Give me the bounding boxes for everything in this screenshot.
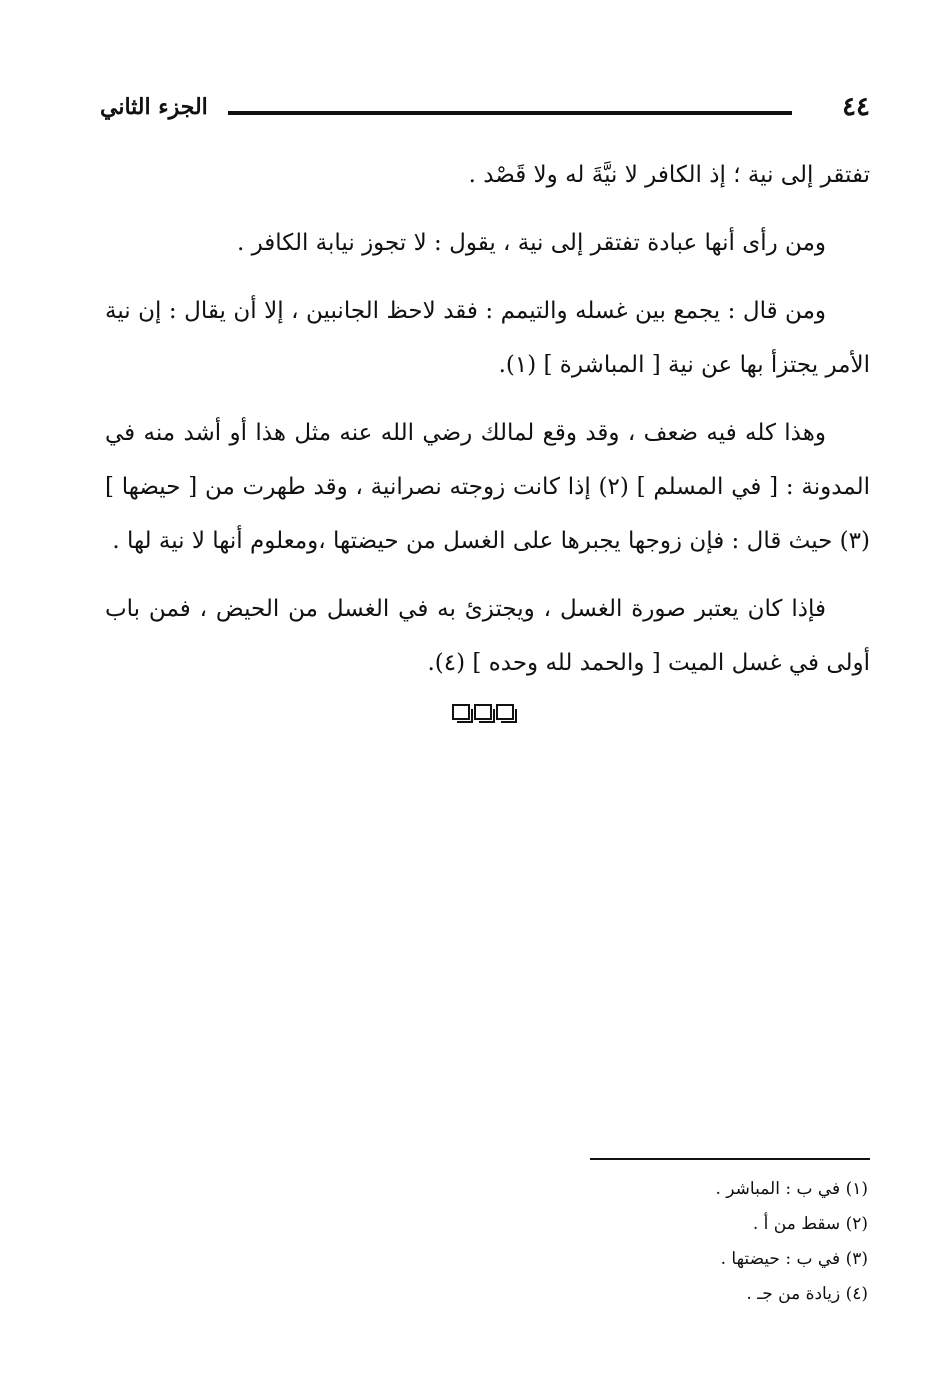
footnote: (٣) في ب : حيضتها .	[720, 1249, 868, 1269]
section-end-ornament	[452, 704, 514, 720]
paragraph: وهذا كله فيه ضعف ، وقد وقع لمالك رضي الله عنه مثل هذا أو أشد منه في المدونة : [ في المسلم ] (٢) إذا كانت زوجته نصرانية ، وقد طهرت من [ حيضها ] (٣) حيث قال : فإن زوجها يجبرها على الغسل من حيضتها ،ومعلوم أنها لا نية لها .	[105, 420, 870, 554]
body-text	[105, 148, 870, 704]
ornament-square-icon	[496, 704, 514, 720]
page-number: ٤٤	[842, 92, 870, 122]
footnote: (١) في ب : المباشر .	[715, 1179, 868, 1199]
running-title: الجزء الثاني	[100, 94, 208, 120]
paragraph: ومن رأى أنها عبادة تفتقر إلى نية ، يقول : لا تجوز نيابة الكافر .	[236, 230, 826, 256]
footnote-separator	[590, 1158, 870, 1160]
paragraph: ومن قال : يجمع بين غسله والتيمم : فقد لاحظ الجانبين ، إلا أن يقال : إن نية الأمر يجتزأ بها عن نية [ المباشرة ] (١).	[105, 298, 870, 378]
ornament-square-icon	[452, 704, 470, 720]
paragraph: فإذا كان يعتبر صورة الغسل ، ويجتزئ به في الغسل من الحيض ، فمن باب أولى في غسل الميت [ والحمد لله وحده ] (٤).	[105, 596, 870, 676]
ornament-square-icon	[474, 704, 492, 720]
footnotes	[468, 1172, 868, 1312]
header-rule	[228, 111, 792, 115]
page-header	[100, 92, 870, 132]
footnote: (٢) سقط من أ .	[752, 1214, 868, 1234]
footnote: (٤) زيادة من جـ .	[746, 1284, 868, 1304]
paragraph: تفتقر إلى نية ؛ إذ الكافر لا نيَّةَ له ولا قَصْد .	[468, 162, 870, 188]
